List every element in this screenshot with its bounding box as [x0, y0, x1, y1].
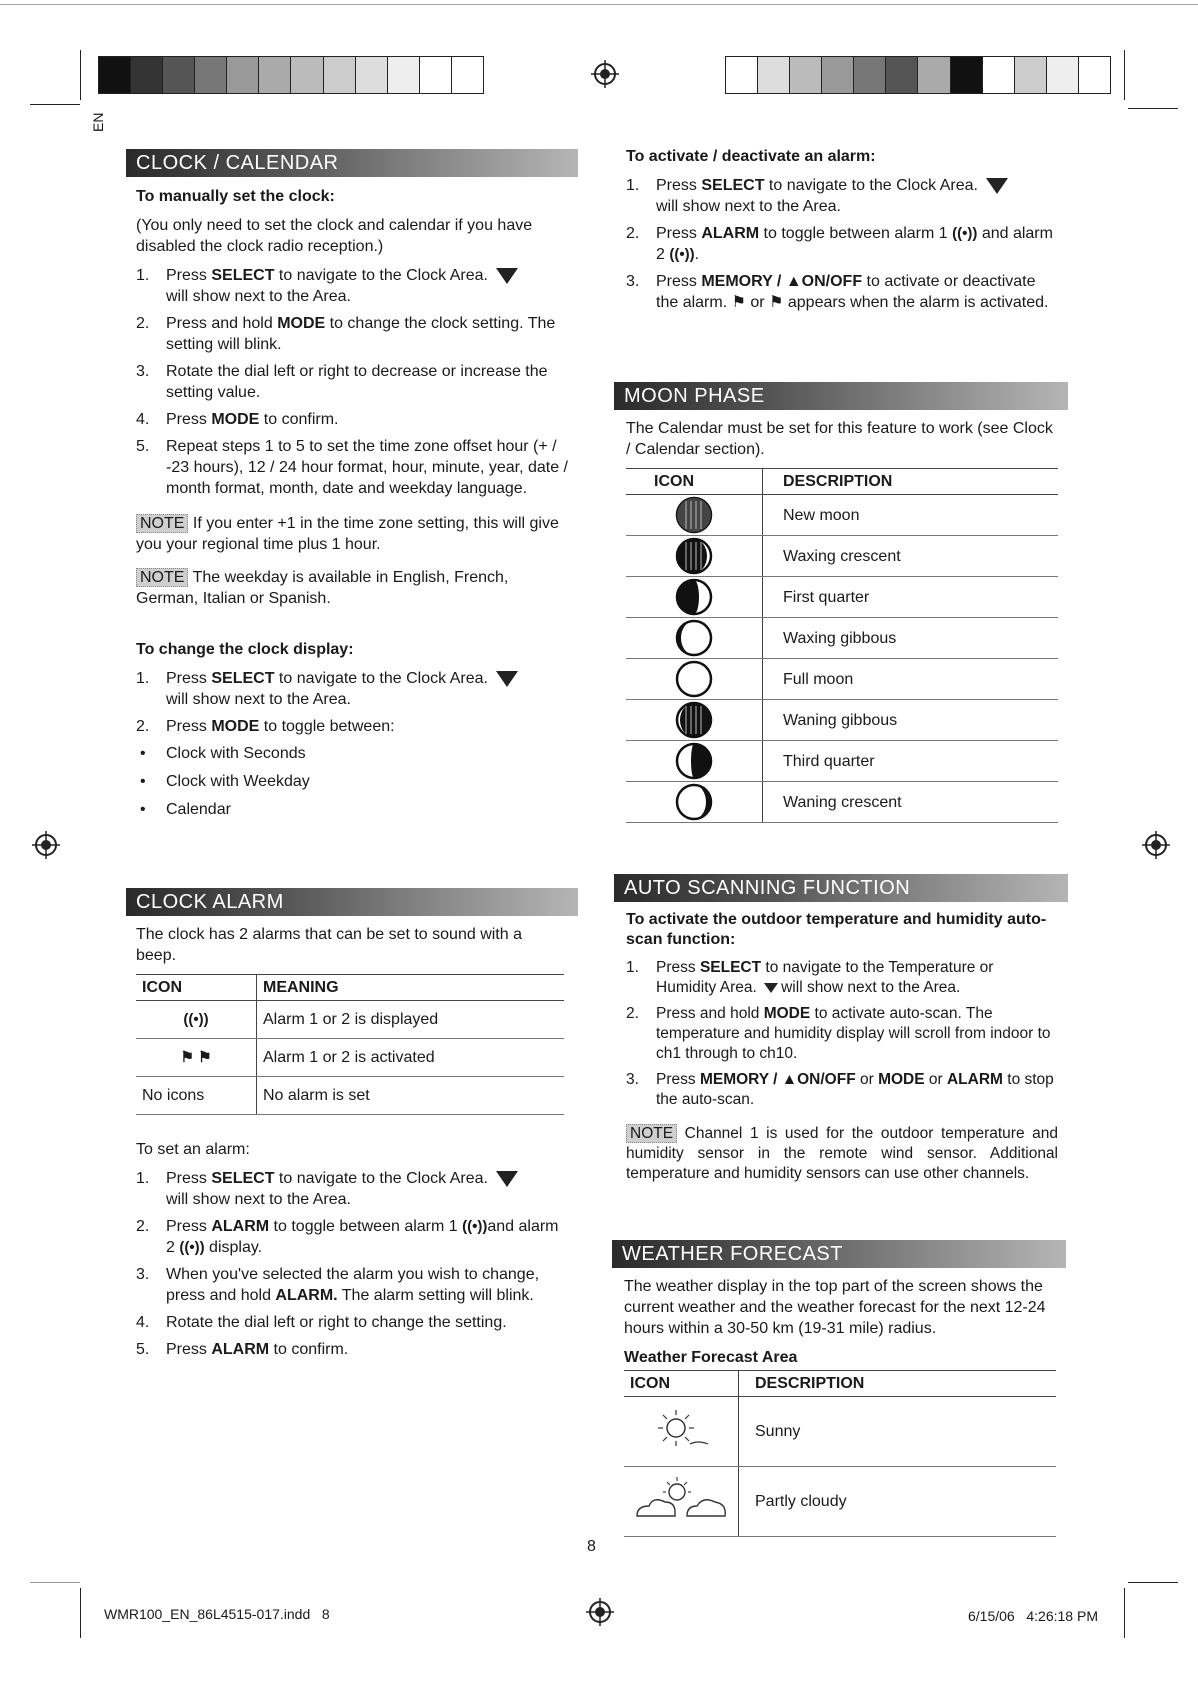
table-row: [626, 700, 1058, 741]
steps-list: [136, 265, 570, 499]
list-item: 4. Rotate the dial left or right to change the setting.: [136, 1314, 507, 1331]
registration-mark-icon: [591, 60, 619, 88]
weather-section: [624, 1276, 1056, 1537]
alarm-2-icon: ((•)): [669, 246, 695, 263]
section-banner-moon-phase: MOON PHASE: [614, 382, 1068, 410]
list-item: 1. Press SELECT to navigate to the Temperature or Humidity Area. will show next to the Area.: [626, 959, 994, 996]
table-header-row: [136, 975, 564, 1001]
crop-mark: [30, 104, 80, 105]
list-item: 2. Press and hold MODE to activate auto-scan. The temperature and humidity display will scroll from indoor to ch1 through to ch10.: [626, 1005, 1051, 1062]
paragraph: The Calendar must be set for this feature to work (see Clock / Calendar section).: [626, 420, 1053, 458]
crop-mark: [1128, 1582, 1178, 1583]
table-row: [626, 495, 1058, 536]
table-row: [626, 618, 1058, 659]
table-row: ((•)) Alarm 1 or 2 is displayed: [136, 1001, 564, 1039]
table-row: [626, 577, 1058, 618]
waxing-gibbous-moon-icon: [674, 618, 714, 658]
table-row: Sunny: [624, 1397, 1056, 1467]
clock-alarm-section: [136, 924, 564, 1366]
weather-icon-table: [624, 1370, 1056, 1537]
crop-mark: [80, 50, 81, 100]
list-item: 1. Press SELECT to navigate to the Clock Area. will show next to the Area.: [136, 265, 570, 307]
section-banner-weather-forecast: WEATHER FORECAST: [612, 1240, 1066, 1268]
moon-phase-description: Waning gibbous: [763, 700, 1059, 741]
select-arrow-icon: [496, 1171, 518, 1187]
partly-cloudy-icon: [631, 1474, 731, 1524]
steps-list: [136, 668, 570, 737]
list-item: 2. Press and hold MODE to change the clock setting. The setting will blink.: [136, 315, 556, 353]
registration-mark-icon: [32, 831, 60, 859]
moon-phase-description: First quarter: [763, 577, 1059, 618]
footer-filename: WMR100_EN_86L4515-017.indd 8: [104, 1606, 330, 1622]
moon-phase-description: Waning crescent: [763, 782, 1059, 823]
auto-scan-section: [626, 910, 1058, 1192]
note-paragraph: NOTE Channel 1 is used for the outdoor temperature and humidity sensor in the remote wind sensor. Additional temperature and humidity sensors can use other channels.: [626, 1125, 1058, 1182]
page-number: 8: [587, 1538, 596, 1555]
table-row: [626, 659, 1058, 700]
color-calibration-bar-right: [725, 56, 1111, 94]
note-paragraph: NOTE The weekday is available in English, French, German, Italian or Spanish.: [136, 569, 509, 607]
list-item: 3. Press MEMORY / ▲ON/OFF to activate or deactivate the alarm. ⚑ or ⚑ appears when the alarm is activated.: [626, 273, 1049, 311]
note-label: NOTE: [136, 568, 188, 587]
moon-phase-description: Waxing crescent: [763, 536, 1059, 577]
table-row: Partly cloudy: [624, 1467, 1056, 1537]
table-header: ICON: [136, 975, 257, 1001]
footer-timestamp: 6/15/06 4:26:18 PM: [968, 1608, 1098, 1624]
list-item: • Clock with Weekday: [136, 771, 570, 792]
waning-gibbous-moon-icon: [674, 700, 714, 740]
table-row: [626, 536, 1058, 577]
alarm-bell-icon: ((•)): [183, 1011, 209, 1028]
table-header: DESCRIPTION: [763, 469, 1059, 495]
section-heading: To activate the outdoor temperature and humidity auto-scan function:: [626, 911, 1047, 948]
steps-list: [136, 1168, 564, 1360]
color-calibration-bar-left: [98, 56, 484, 94]
section-heading: To activate / deactivate an alarm:: [626, 148, 876, 165]
section-banner-clock-alarm: CLOCK ALARM: [126, 888, 578, 916]
list-item: 3. When you've selected the alarm you wish to change, press and hold ALARM. The alarm setting will blink.: [136, 1266, 540, 1304]
crop-mark: [80, 1588, 81, 1638]
select-arrow-icon: [496, 671, 518, 687]
select-arrow-icon: [986, 178, 1008, 194]
section-heading: To change the clock display:: [136, 641, 354, 658]
list-item: 2. Press ALARM to toggle between alarm 1 ((•))and alarm 2 ((•)) display.: [136, 1218, 559, 1256]
list-item: • Clock with Seconds: [136, 743, 570, 764]
moon-phase-description: New moon: [763, 495, 1059, 536]
moon-phase-description: Full moon: [763, 659, 1059, 700]
table-header: ICON: [626, 469, 763, 495]
crop-mark: [0, 4, 1198, 5]
select-arrow-icon: [496, 268, 518, 284]
table-row: ⚑ ⚑ Alarm 1 or 2 is activated: [136, 1039, 564, 1077]
first-quarter-moon-icon: [674, 577, 714, 617]
table-row: [626, 741, 1058, 782]
steps-list: [626, 958, 1058, 1110]
list-item: 3. Press MEMORY / ▲ON/OFF or MODE or ALARM to stop the auto-scan.: [626, 1071, 1054, 1108]
bullet-list: [136, 743, 570, 820]
steps-list: [626, 175, 1062, 313]
section-subheading: Weather Forecast Area: [624, 1349, 798, 1366]
table-header: MEANING: [257, 975, 565, 1001]
alarm-1-icon: ((•)): [462, 1218, 488, 1235]
list-item: 3. Rotate the dial left or right to decrease or increase the setting value.: [136, 363, 548, 401]
section-heading: To set an alarm:: [136, 1141, 250, 1158]
alarm-2-icon: ((•)): [179, 1239, 205, 1256]
list-item: 2. Press MODE to toggle between:: [136, 718, 395, 735]
moon-phase-table: [626, 468, 1058, 823]
language-side-tab: EN: [90, 112, 106, 132]
note-label: NOTE: [626, 1124, 677, 1143]
list-item: 5. Press ALARM to confirm.: [136, 1341, 349, 1358]
crop-mark: [1128, 108, 1178, 109]
waning-crescent-moon-icon: [674, 782, 714, 822]
registration-mark-icon: [1142, 831, 1170, 859]
full-moon-icon: [674, 659, 714, 699]
section-banner-clock-calendar: CLOCK / CALENDAR: [126, 149, 578, 177]
table-row: No icons No alarm is set: [136, 1077, 564, 1115]
table-header-row: [626, 469, 1058, 495]
list-item: 5. Repeat steps 1 to 5 to set the time zone offset hour (+ / -23 hours), 12 / 24 hour format, hour, minute, year, date / month format, month, date and weekday language.: [136, 438, 568, 497]
activate-alarm-section: [626, 146, 1062, 319]
paragraph: (You only need to set the clock and calendar if you have disabled the clock radio reception.): [136, 217, 533, 255]
sunny-icon: [646, 1404, 716, 1454]
crop-mark: [1124, 1588, 1125, 1638]
paragraph: The clock has 2 alarms that can be set to sound with a beep.: [136, 926, 522, 964]
list-item: 1. Press SELECT to navigate to the Clock Area. will show next to the Area.: [136, 1168, 564, 1210]
moon-phase-description: Waxing gibbous: [763, 618, 1059, 659]
list-item: 1. Press SELECT to navigate to the Clock Area. will show next to the Area.: [136, 668, 570, 710]
alarm-flag-icon: ⚑: [731, 294, 746, 311]
crop-mark: [30, 1582, 80, 1583]
third-quarter-moon-icon: [674, 741, 714, 781]
new-moon-icon: [674, 495, 714, 535]
list-item: 2. Press ALARM to toggle between alarm 1 ((•)) and alarm 2 ((•)).: [626, 225, 1053, 263]
paragraph: The weather display in the top part of the screen shows the current weather and the weather forecast for the next 12-24 hours within a 30-50 km (19-31 mile) radius.: [624, 1278, 1046, 1337]
moon-phase-section: [626, 418, 1058, 823]
moon-phase-description: Third quarter: [763, 741, 1059, 782]
crop-mark: [1124, 50, 1125, 100]
list-item: 1. Press SELECT to navigate to the Clock Area. will show next to the Area.: [626, 175, 1062, 217]
select-arrow-icon: [764, 983, 778, 993]
section-heading: To manually set the clock:: [136, 188, 335, 205]
alarm-flag-icon: ⚑: [769, 294, 784, 311]
alarm-icon-table: [136, 974, 564, 1115]
note-paragraph: NOTE If you enter +1 in the time zone setting, this will give you your regional time plus 1 hour.: [136, 515, 559, 553]
note-label: NOTE: [136, 514, 188, 533]
table-header: DESCRIPTION: [739, 1371, 1057, 1397]
light-icon: ▲: [781, 1071, 798, 1088]
table-row: [626, 782, 1058, 823]
alarm-1-icon: ((•)): [952, 225, 978, 242]
light-icon: ▲: [785, 273, 802, 290]
table-header-row: [624, 1371, 1056, 1397]
waxing-crescent-moon-icon: [674, 536, 714, 576]
alarm-flag-icon: ⚑ ⚑: [180, 1049, 212, 1066]
list-item: • Calendar: [136, 799, 570, 820]
moon-table-body: [626, 495, 1058, 823]
clock-calendar-section: [136, 186, 570, 827]
section-banner-auto-scanning: AUTO SCANNING FUNCTION: [614, 874, 1068, 902]
registration-mark-icon: [586, 1598, 614, 1626]
table-header: ICON: [624, 1371, 739, 1397]
list-item: 4. Press MODE to confirm.: [136, 411, 339, 428]
